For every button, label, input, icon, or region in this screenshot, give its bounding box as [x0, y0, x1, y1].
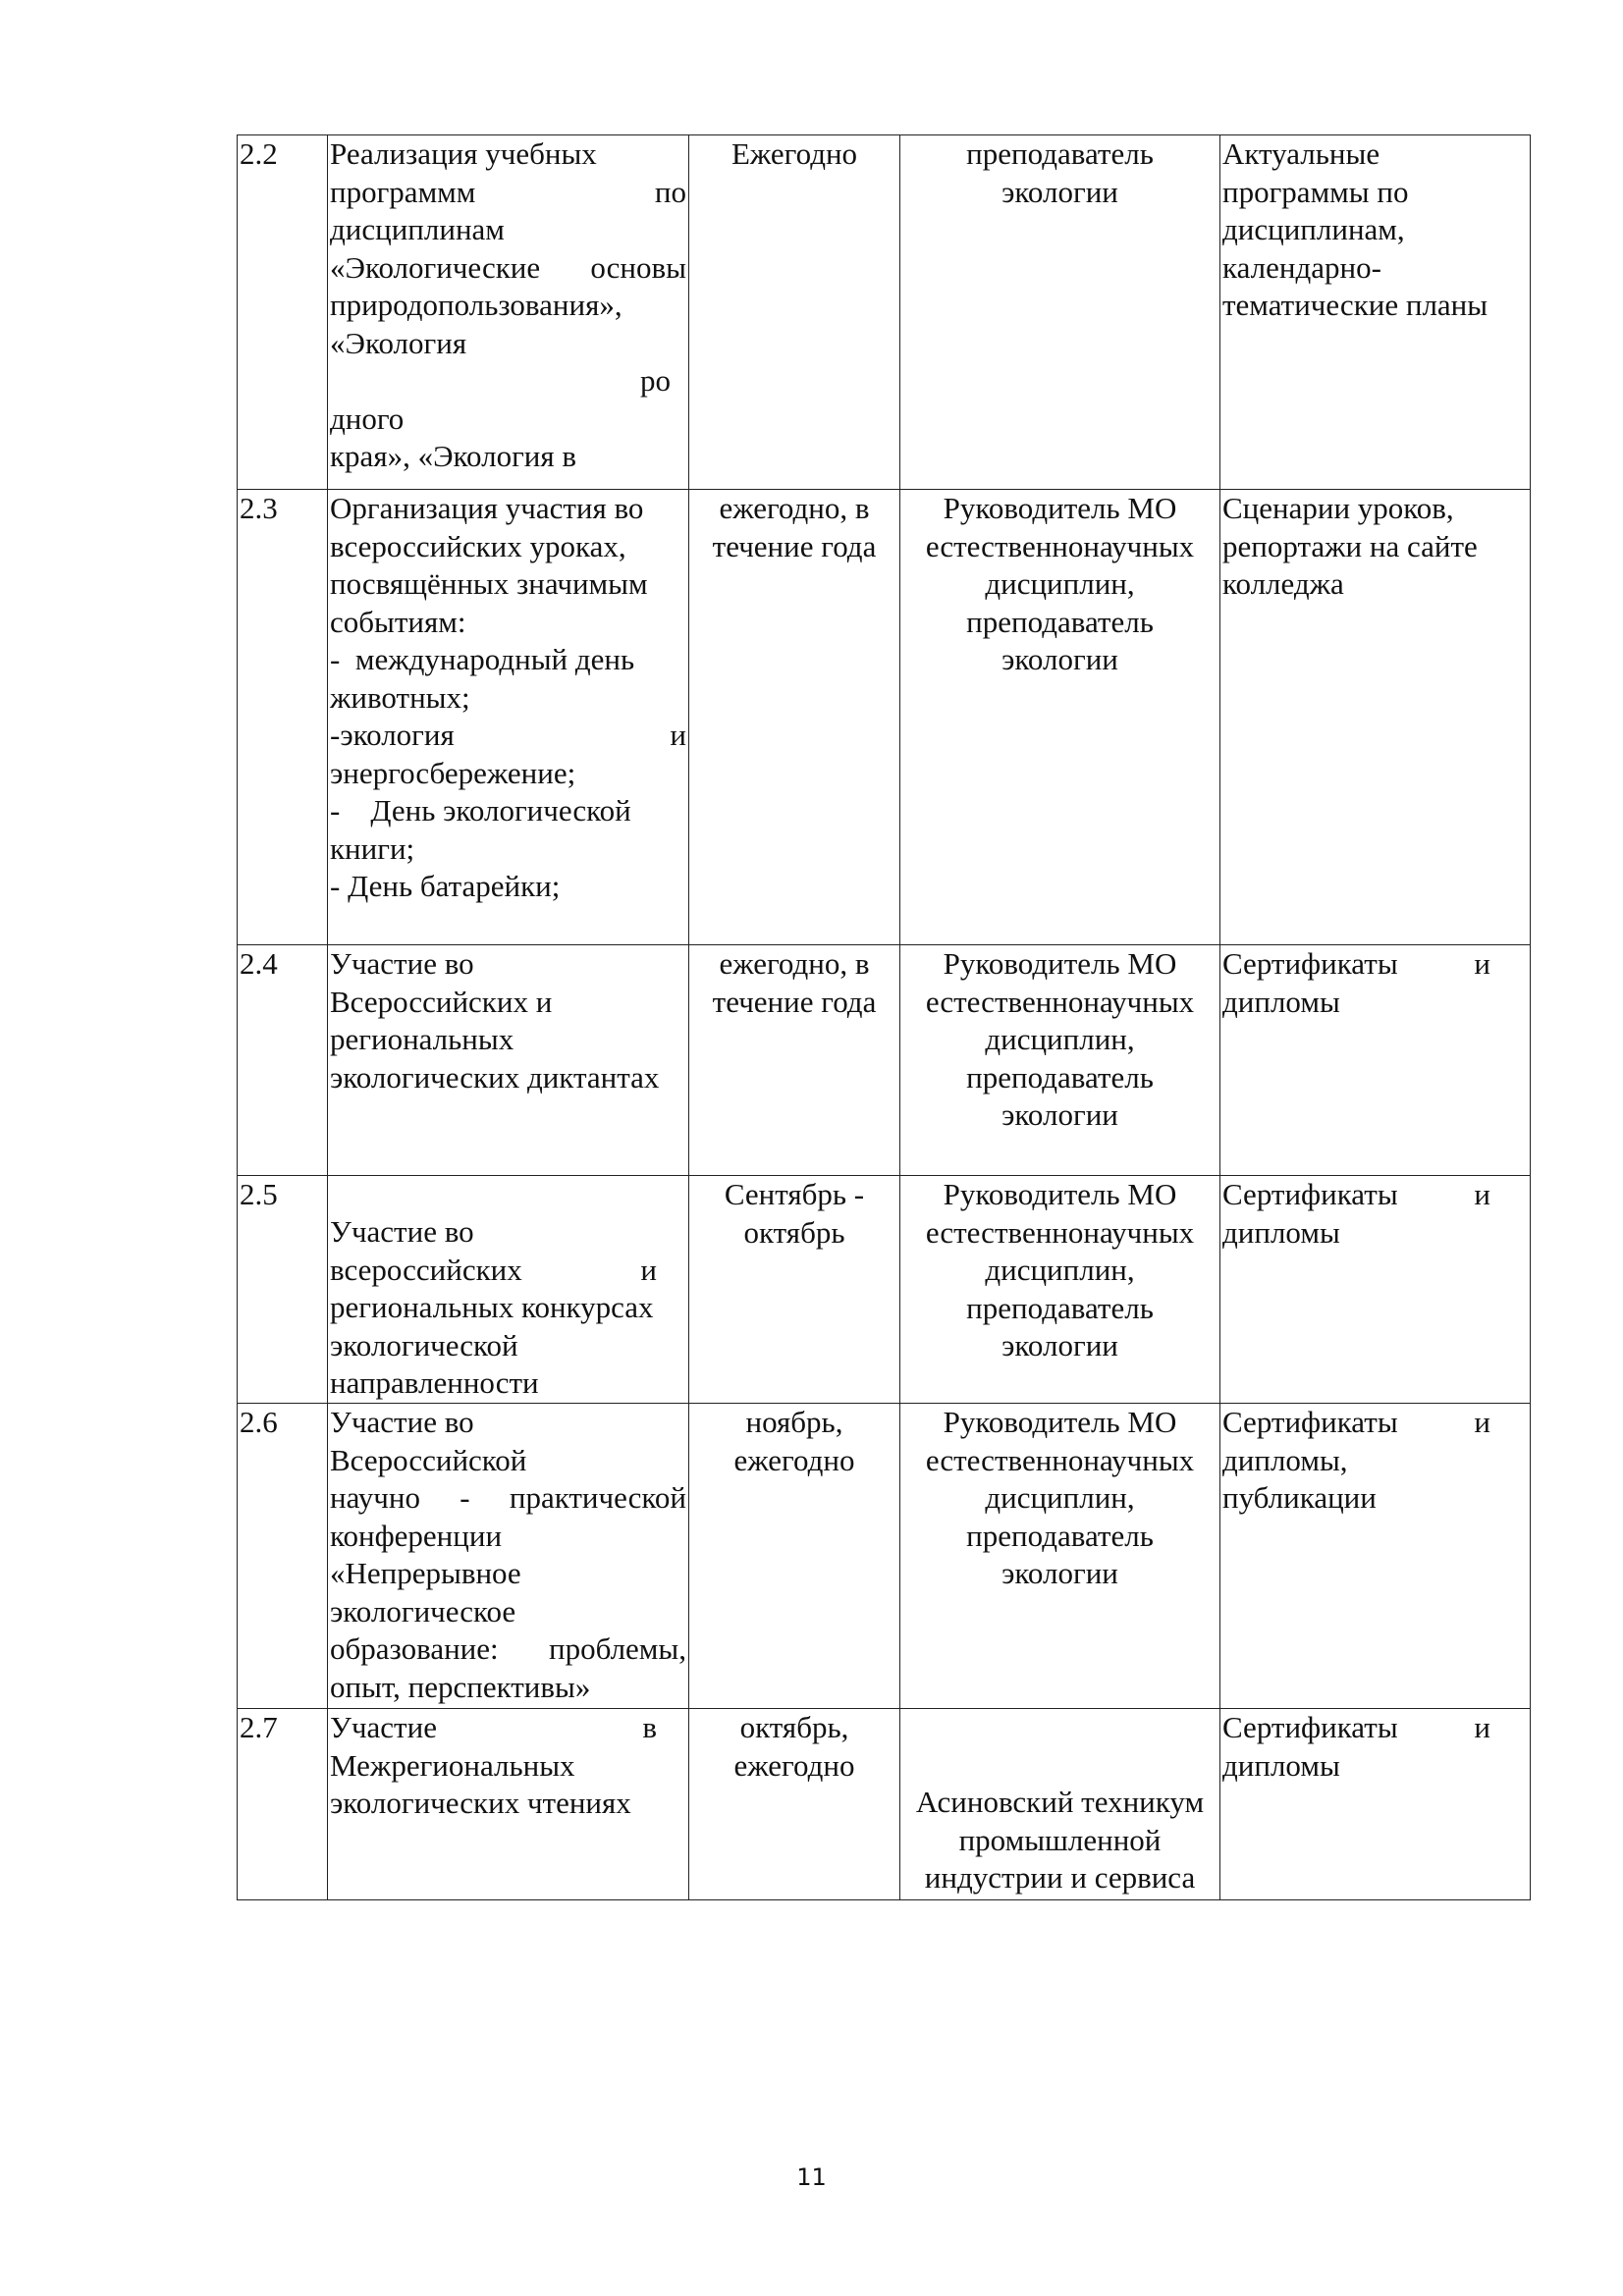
responsible-cell: Руководитель МО естественнонаучных дисциплин, преподаватель экологии: [900, 1176, 1220, 1404]
activity-name: Участие во Всероссийской научно - практической конференции «Непрерывное экологическое образование: проблемы, опыт, перспективы»: [328, 1404, 689, 1709]
activity-name: Реализация учебных программм по дисциплинам «Экологические основы природопользования», «Экология ро дного края», «Экология в: [328, 135, 689, 490]
time-cell: ежегодно, в течение года: [689, 945, 900, 1176]
activity-name: Участие во Всероссийских и региональных экологических диктантах: [328, 945, 689, 1176]
row-number: 2.3: [238, 490, 328, 945]
result-cell: Сертификаты и дипломы: [1220, 945, 1531, 1176]
activity-name: Участие в Межрегиональных экологических чтениях: [328, 1709, 689, 1900]
result-cell: Сценарии уроков, репортажи на сайте колледжа: [1220, 490, 1531, 945]
row-number: 2.7: [238, 1709, 328, 1900]
time-cell: октябрь, ежегодно: [689, 1709, 900, 1900]
table-row: [238, 135, 1531, 490]
activity-name: Участие во всероссийских и региональных конкурсах экологической направленности: [328, 1176, 689, 1404]
result-cell: Сертификаты и дипломы: [1220, 1176, 1531, 1404]
responsible-cell: Асиновский техникум промышленной индустрии и сервиса: [900, 1709, 1220, 1900]
page-number: 11: [796, 2163, 827, 2191]
row-number: 2.5: [238, 1176, 328, 1404]
row-number: 2.4: [238, 945, 328, 1176]
table-row: [238, 490, 1531, 945]
result-cell: Сертификаты и дипломы, публикации: [1220, 1404, 1531, 1709]
responsible-cell: Руководитель МО естественнонаучных дисциплин, преподаватель экологии: [900, 945, 1220, 1176]
result-cell: Актуальные программы по дисциплинам, календарно- тематические планы: [1220, 135, 1531, 490]
table-row: [238, 1709, 1531, 1900]
table-row: [238, 1176, 1531, 1404]
row-number: 2.6: [238, 1404, 328, 1709]
time-cell: Ежегодно: [689, 135, 900, 490]
responsible-cell: Руководитель МО естественнонаучных дисциплин, преподаватель экологии: [900, 1404, 1220, 1709]
responsible-cell: Руководитель МО естественнонаучных дисциплин, преподаватель экологии: [900, 490, 1220, 945]
time-cell: Сентябрь - октябрь: [689, 1176, 900, 1404]
activity-name: Организация участия во всероссийских уроках, посвящённых значимым событиям: - международный день животных; -экология и энергосбережение; - День экологической книги; - День батарейки;: [328, 490, 689, 945]
result-cell: Сертификаты и дипломы: [1220, 1709, 1531, 1900]
plan-table: [237, 134, 1531, 1900]
time-cell: ноябрь, ежегодно: [689, 1404, 900, 1709]
table-row: [238, 1404, 1531, 1709]
row-number: 2.2: [238, 135, 328, 490]
table-row: [238, 945, 1531, 1176]
time-cell: ежегодно, в течение года: [689, 490, 900, 945]
responsible-cell: преподаватель экологии: [900, 135, 1220, 490]
